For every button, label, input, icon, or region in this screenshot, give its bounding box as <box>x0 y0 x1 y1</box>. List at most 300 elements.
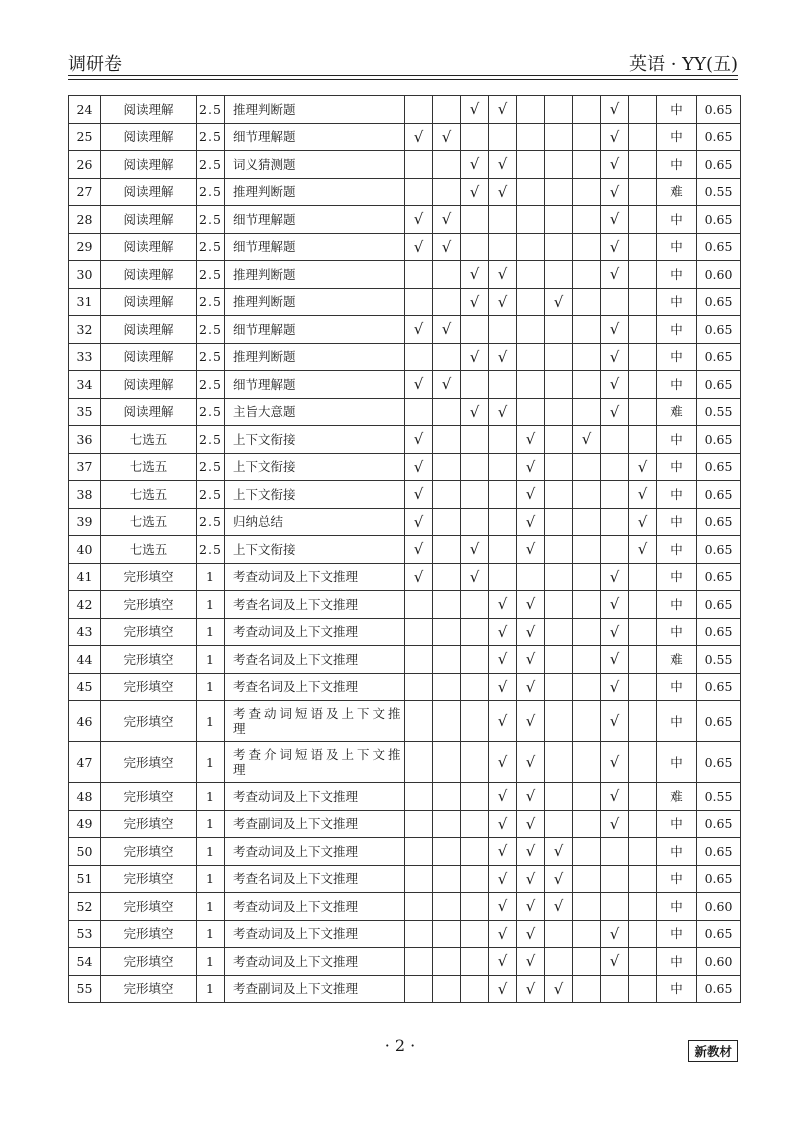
check-mark: √ <box>405 563 433 591</box>
question-type: 完形填空 <box>101 783 197 811</box>
check-mark: √ <box>461 178 489 206</box>
analysis-table <box>68 95 741 1003</box>
empty-cell <box>433 948 461 976</box>
difficulty-level: 中 <box>657 288 697 316</box>
check-mark: √ <box>405 233 433 261</box>
question-number: 26 <box>69 151 101 179</box>
check-mark: √ <box>601 398 629 426</box>
check-mark: √ <box>601 123 629 151</box>
question-score: 1 <box>197 742 225 783</box>
empty-cell <box>545 151 573 179</box>
difficulty-level: 中 <box>657 948 697 976</box>
empty-cell <box>545 371 573 399</box>
check-mark: √ <box>601 701 629 742</box>
empty-cell <box>573 261 601 289</box>
table-row <box>69 742 741 783</box>
check-mark: √ <box>517 508 545 536</box>
question-score: 2.5 <box>197 536 225 564</box>
difficulty-coefficient: 0.65 <box>697 96 741 124</box>
question-score: 2.5 <box>197 261 225 289</box>
empty-cell <box>433 591 461 619</box>
check-mark: √ <box>517 783 545 811</box>
check-mark: √ <box>545 893 573 921</box>
empty-cell <box>573 783 601 811</box>
table-row <box>69 865 741 893</box>
empty-cell <box>629 810 657 838</box>
empty-cell <box>405 151 433 179</box>
empty-cell <box>405 288 433 316</box>
empty-cell <box>433 838 461 866</box>
question-description: 考查动词及上下文推理 <box>225 783 405 811</box>
empty-cell <box>433 920 461 948</box>
question-description: 推理判断题 <box>225 178 405 206</box>
empty-cell <box>629 96 657 124</box>
header-subject: 英语 · YY(五) <box>629 54 738 75</box>
question-number: 37 <box>69 453 101 481</box>
question-score: 1 <box>197 701 225 742</box>
difficulty-level: 中 <box>657 618 697 646</box>
empty-cell <box>461 865 489 893</box>
question-type: 阅读理解 <box>101 316 197 344</box>
empty-cell <box>405 343 433 371</box>
empty-cell <box>405 742 433 783</box>
empty-cell <box>489 536 517 564</box>
question-score: 1 <box>197 948 225 976</box>
question-description: 考查动词短语及上下文推理 <box>225 701 405 742</box>
question-type: 阅读理解 <box>101 123 197 151</box>
question-type: 阅读理解 <box>101 206 197 234</box>
difficulty-coefficient: 0.65 <box>697 591 741 619</box>
check-mark: √ <box>573 426 601 454</box>
check-mark: √ <box>405 426 433 454</box>
check-mark: √ <box>601 371 629 399</box>
question-description: 考查副词及上下文推理 <box>225 810 405 838</box>
empty-cell <box>405 701 433 742</box>
empty-cell <box>601 508 629 536</box>
question-description: 上下文衔接 <box>225 481 405 509</box>
table-row <box>69 96 741 124</box>
difficulty-level: 中 <box>657 481 697 509</box>
check-mark: √ <box>489 646 517 674</box>
table-row <box>69 508 741 536</box>
empty-cell <box>545 618 573 646</box>
table-row <box>69 563 741 591</box>
empty-cell <box>601 426 629 454</box>
question-score: 1 <box>197 810 225 838</box>
table-row <box>69 343 741 371</box>
empty-cell <box>629 426 657 454</box>
check-mark: √ <box>461 536 489 564</box>
empty-cell <box>405 618 433 646</box>
empty-cell <box>461 426 489 454</box>
empty-cell <box>573 288 601 316</box>
question-number: 41 <box>69 563 101 591</box>
difficulty-coefficient: 0.65 <box>697 920 741 948</box>
empty-cell <box>433 975 461 1003</box>
question-type: 完形填空 <box>101 948 197 976</box>
empty-cell <box>489 123 517 151</box>
empty-cell <box>517 233 545 261</box>
table-row <box>69 920 741 948</box>
empty-cell <box>573 810 601 838</box>
question-type: 完形填空 <box>101 673 197 701</box>
question-type: 七选五 <box>101 508 197 536</box>
difficulty-coefficient: 0.65 <box>697 453 741 481</box>
check-mark: √ <box>629 453 657 481</box>
empty-cell <box>517 206 545 234</box>
question-number: 55 <box>69 975 101 1003</box>
empty-cell <box>573 178 601 206</box>
empty-cell <box>433 96 461 124</box>
question-score: 1 <box>197 563 225 591</box>
question-number: 42 <box>69 591 101 619</box>
header-rule-thick <box>68 75 738 76</box>
question-description: 考查动词及上下文推理 <box>225 948 405 976</box>
empty-cell <box>601 536 629 564</box>
empty-cell <box>601 865 629 893</box>
empty-cell <box>461 948 489 976</box>
table-row <box>69 453 741 481</box>
check-mark: √ <box>405 206 433 234</box>
difficulty-level: 中 <box>657 701 697 742</box>
question-type: 完形填空 <box>101 975 197 1003</box>
question-number: 51 <box>69 865 101 893</box>
question-score: 2.5 <box>197 508 225 536</box>
header-rule-thin <box>68 79 738 80</box>
question-score: 1 <box>197 865 225 893</box>
empty-cell <box>405 838 433 866</box>
question-score: 2.5 <box>197 481 225 509</box>
empty-cell <box>433 646 461 674</box>
empty-cell <box>461 123 489 151</box>
empty-cell <box>433 481 461 509</box>
check-mark: √ <box>433 371 461 399</box>
difficulty-level: 中 <box>657 343 697 371</box>
page-header <box>68 48 738 76</box>
check-mark: √ <box>489 948 517 976</box>
empty-cell <box>573 646 601 674</box>
empty-cell <box>573 233 601 261</box>
empty-cell <box>461 316 489 344</box>
question-number: 50 <box>69 838 101 866</box>
table-row <box>69 481 741 509</box>
table-row <box>69 783 741 811</box>
question-type: 七选五 <box>101 426 197 454</box>
question-number: 39 <box>69 508 101 536</box>
check-mark: √ <box>601 920 629 948</box>
question-score: 2.5 <box>197 426 225 454</box>
empty-cell <box>573 316 601 344</box>
empty-cell <box>461 742 489 783</box>
question-description: 考查名词及上下文推理 <box>225 646 405 674</box>
empty-cell <box>517 96 545 124</box>
question-type: 阅读理解 <box>101 371 197 399</box>
check-mark: √ <box>517 536 545 564</box>
check-mark: √ <box>545 865 573 893</box>
edition-badge: 新教材 <box>688 1040 738 1062</box>
empty-cell <box>405 96 433 124</box>
table-row <box>69 701 741 742</box>
question-type: 完形填空 <box>101 618 197 646</box>
empty-cell <box>629 398 657 426</box>
difficulty-coefficient: 0.65 <box>697 742 741 783</box>
empty-cell <box>601 481 629 509</box>
difficulty-level: 中 <box>657 233 697 261</box>
difficulty-coefficient: 0.65 <box>697 481 741 509</box>
question-score: 2.5 <box>197 288 225 316</box>
empty-cell <box>461 508 489 536</box>
check-mark: √ <box>517 838 545 866</box>
empty-cell <box>545 123 573 151</box>
empty-cell <box>461 673 489 701</box>
empty-cell <box>545 481 573 509</box>
empty-cell <box>405 646 433 674</box>
question-type: 完形填空 <box>101 563 197 591</box>
question-type: 完形填空 <box>101 920 197 948</box>
question-description: 考查动词及上下文推理 <box>225 893 405 921</box>
question-description: 考查动词及上下文推理 <box>225 618 405 646</box>
empty-cell <box>573 481 601 509</box>
question-description: 考查动词及上下文推理 <box>225 838 405 866</box>
question-number: 54 <box>69 948 101 976</box>
difficulty-level: 难 <box>657 178 697 206</box>
check-mark: √ <box>601 591 629 619</box>
check-mark: √ <box>405 508 433 536</box>
empty-cell <box>629 920 657 948</box>
check-mark: √ <box>405 316 433 344</box>
question-number: 28 <box>69 206 101 234</box>
question-score: 2.5 <box>197 151 225 179</box>
empty-cell <box>517 151 545 179</box>
check-mark: √ <box>489 288 517 316</box>
table-row <box>69 426 741 454</box>
check-mark: √ <box>489 783 517 811</box>
question-score: 1 <box>197 591 225 619</box>
difficulty-coefficient: 0.55 <box>697 398 741 426</box>
question-score: 2.5 <box>197 206 225 234</box>
question-score: 1 <box>197 920 225 948</box>
check-mark: √ <box>517 618 545 646</box>
difficulty-level: 中 <box>657 975 697 1003</box>
question-number: 53 <box>69 920 101 948</box>
empty-cell <box>433 426 461 454</box>
question-type: 完形填空 <box>101 838 197 866</box>
check-mark: √ <box>517 646 545 674</box>
empty-cell <box>629 673 657 701</box>
table-row <box>69 206 741 234</box>
question-description: 考查名词及上下文推理 <box>225 591 405 619</box>
question-number: 40 <box>69 536 101 564</box>
check-mark: √ <box>405 371 433 399</box>
empty-cell <box>573 398 601 426</box>
check-mark: √ <box>517 920 545 948</box>
question-number: 25 <box>69 123 101 151</box>
empty-cell <box>433 742 461 783</box>
question-score: 2.5 <box>197 123 225 151</box>
empty-cell <box>461 701 489 742</box>
question-number: 47 <box>69 742 101 783</box>
check-mark: √ <box>517 865 545 893</box>
empty-cell <box>573 343 601 371</box>
question-type: 阅读理解 <box>101 178 197 206</box>
check-mark: √ <box>517 975 545 1003</box>
empty-cell <box>545 742 573 783</box>
empty-cell <box>573 591 601 619</box>
question-description: 推理判断题 <box>225 261 405 289</box>
empty-cell <box>405 948 433 976</box>
difficulty-coefficient: 0.55 <box>697 783 741 811</box>
question-description: 词义猜测题 <box>225 151 405 179</box>
check-mark: √ <box>489 920 517 948</box>
question-description: 推理判断题 <box>225 96 405 124</box>
difficulty-coefficient: 0.65 <box>697 536 741 564</box>
empty-cell <box>405 783 433 811</box>
empty-cell <box>629 742 657 783</box>
empty-cell <box>629 371 657 399</box>
check-mark: √ <box>601 206 629 234</box>
difficulty-level: 中 <box>657 453 697 481</box>
empty-cell <box>489 508 517 536</box>
empty-cell <box>629 288 657 316</box>
empty-cell <box>545 508 573 536</box>
empty-cell <box>433 178 461 206</box>
empty-cell <box>573 701 601 742</box>
empty-cell <box>489 233 517 261</box>
question-type: 七选五 <box>101 536 197 564</box>
table-row <box>69 371 741 399</box>
difficulty-coefficient: 0.65 <box>697 316 741 344</box>
question-type: 完形填空 <box>101 893 197 921</box>
empty-cell <box>573 508 601 536</box>
difficulty-level: 中 <box>657 261 697 289</box>
check-mark: √ <box>461 288 489 316</box>
check-mark: √ <box>629 536 657 564</box>
empty-cell <box>545 343 573 371</box>
question-description: 细节理解题 <box>225 233 405 261</box>
check-mark: √ <box>517 591 545 619</box>
empty-cell <box>573 975 601 1003</box>
table-row <box>69 646 741 674</box>
check-mark: √ <box>489 618 517 646</box>
table-row <box>69 948 741 976</box>
question-number: 24 <box>69 96 101 124</box>
empty-cell <box>545 453 573 481</box>
empty-cell <box>433 343 461 371</box>
question-description: 考查名词及上下文推理 <box>225 673 405 701</box>
question-number: 52 <box>69 893 101 921</box>
empty-cell <box>405 893 433 921</box>
empty-cell <box>461 371 489 399</box>
empty-cell <box>573 206 601 234</box>
check-mark: √ <box>629 481 657 509</box>
check-mark: √ <box>433 123 461 151</box>
empty-cell <box>433 536 461 564</box>
question-description: 细节理解题 <box>225 316 405 344</box>
empty-cell <box>489 206 517 234</box>
empty-cell <box>433 151 461 179</box>
empty-cell <box>405 398 433 426</box>
difficulty-coefficient: 0.60 <box>697 893 741 921</box>
empty-cell <box>545 920 573 948</box>
question-description: 细节理解题 <box>225 206 405 234</box>
empty-cell <box>461 838 489 866</box>
check-mark: √ <box>433 233 461 261</box>
check-mark: √ <box>461 261 489 289</box>
empty-cell <box>517 398 545 426</box>
empty-cell <box>461 646 489 674</box>
question-score: 1 <box>197 646 225 674</box>
question-type: 阅读理解 <box>101 343 197 371</box>
check-mark: √ <box>489 96 517 124</box>
header-title: 调研卷 <box>68 54 122 75</box>
question-number: 44 <box>69 646 101 674</box>
check-mark: √ <box>517 453 545 481</box>
check-mark: √ <box>517 481 545 509</box>
empty-cell <box>573 618 601 646</box>
empty-cell <box>629 563 657 591</box>
empty-cell <box>545 948 573 976</box>
empty-cell <box>433 508 461 536</box>
question-type: 完形填空 <box>101 591 197 619</box>
question-score: 2.5 <box>197 398 225 426</box>
check-mark: √ <box>489 810 517 838</box>
empty-cell <box>461 783 489 811</box>
empty-cell <box>405 810 433 838</box>
check-mark: √ <box>489 838 517 866</box>
difficulty-level: 中 <box>657 536 697 564</box>
check-mark: √ <box>545 838 573 866</box>
check-mark: √ <box>489 975 517 1003</box>
check-mark: √ <box>601 742 629 783</box>
check-mark: √ <box>489 398 517 426</box>
empty-cell <box>461 810 489 838</box>
check-mark: √ <box>489 343 517 371</box>
empty-cell <box>461 618 489 646</box>
empty-cell <box>433 701 461 742</box>
table-row <box>69 123 741 151</box>
empty-cell <box>433 783 461 811</box>
question-number: 27 <box>69 178 101 206</box>
check-mark: √ <box>405 481 433 509</box>
empty-cell <box>405 865 433 893</box>
empty-cell <box>545 536 573 564</box>
difficulty-coefficient: 0.65 <box>697 233 741 261</box>
empty-cell <box>545 810 573 838</box>
check-mark: √ <box>461 96 489 124</box>
empty-cell <box>545 206 573 234</box>
difficulty-coefficient: 0.65 <box>697 838 741 866</box>
question-score: 2.5 <box>197 178 225 206</box>
difficulty-level: 中 <box>657 371 697 399</box>
empty-cell <box>573 673 601 701</box>
check-mark: √ <box>601 563 629 591</box>
empty-cell <box>629 316 657 344</box>
empty-cell <box>601 893 629 921</box>
empty-cell <box>629 948 657 976</box>
question-number: 32 <box>69 316 101 344</box>
empty-cell <box>573 563 601 591</box>
question-score: 1 <box>197 838 225 866</box>
empty-cell <box>545 646 573 674</box>
question-number: 29 <box>69 233 101 261</box>
check-mark: √ <box>461 563 489 591</box>
empty-cell <box>573 96 601 124</box>
question-score: 1 <box>197 783 225 811</box>
empty-cell <box>405 975 433 1003</box>
empty-cell <box>461 920 489 948</box>
question-number: 45 <box>69 673 101 701</box>
empty-cell <box>433 261 461 289</box>
